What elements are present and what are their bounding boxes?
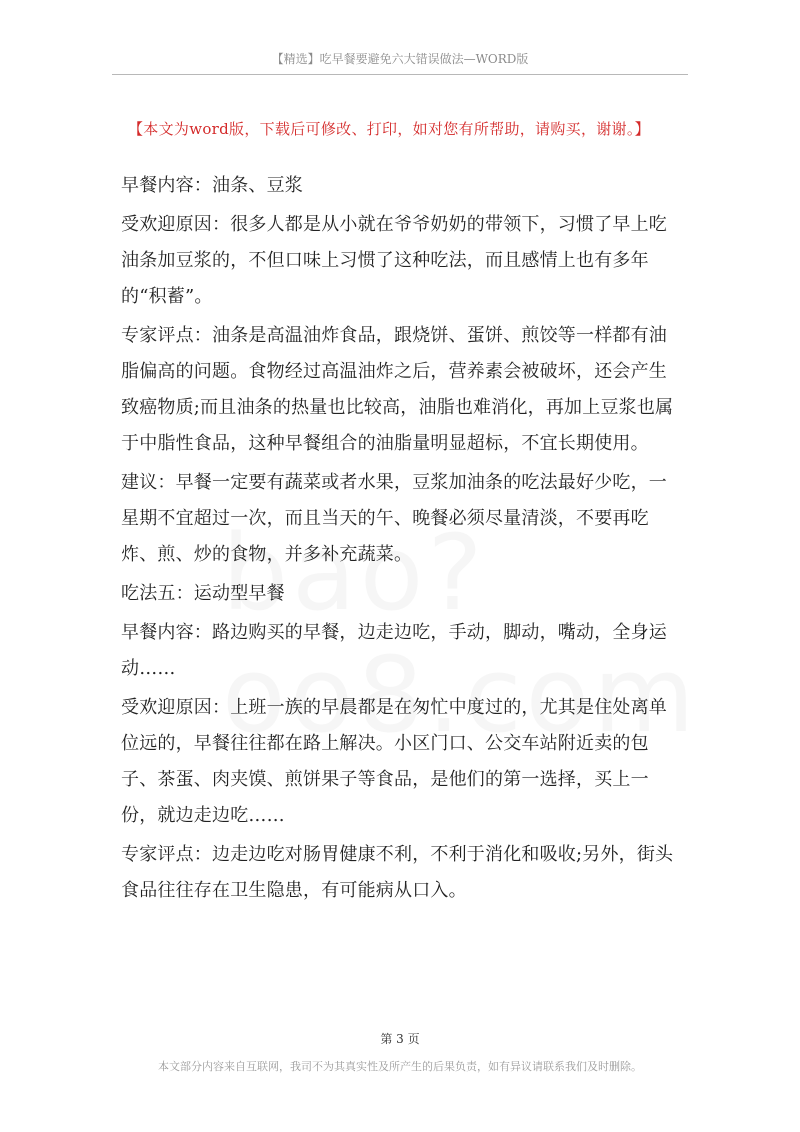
paragraph: 专家评点：油条是高温油炸食品，跟烧饼、蛋饼、煎饺等一样都有油脂偏高的问题。食物经过高温油炸之后，营养素会被破坏，还会产生致癌物质;而且油条的热量也比较高，油脂也难消化，再加上豆浆也属于中脂性食品，这种早餐组合的油脂量明显超标，不宜长期使用。: [121, 325, 674, 454]
header-divider: [112, 74, 688, 75]
paragraph: 建议：早餐一定要有蔬菜或者水果，豆浆加油条的吃法最好少吃，一星期不宜超过一次，而且当天的午、晚餐必须尽量清淡，不要再吃炸、煎、炒的食物，并多补充蔬菜。: [121, 472, 667, 565]
paragraph: 早餐内容：油条、豆浆: [121, 175, 303, 196]
paragraph: 早餐内容：路边购买的早餐，边走边吃，手动，脚动，嘴动，全身运动……: [121, 622, 667, 679]
section-heading: 吃法五：运动型早餐: [121, 583, 285, 604]
page-footer: 本文部分内容来自互联网，我司不为其真实性及所产生的后果负责，如有异议请联系我们及时删除。: [158, 1060, 642, 1073]
page-number: 第 3 页: [380, 1032, 420, 1046]
page-header: 【精选】吃早餐要避免六大错误做法—WORD版: [271, 52, 529, 66]
purchase-notice: 【本文为word版，下载后可修改、打印，如对您有所帮助，请购买，谢谢。】: [128, 120, 650, 138]
paragraph: 受欢迎原因：很多人都是从小就在爷爷奶奶的带领下，习惯了早上吃油条加豆浆的，不但口味上习惯了这种吃法，而且感情上也有多年的“积蓄”。: [121, 214, 667, 307]
paragraph: 受欢迎原因：上班一族的早晨都是在匆忙中度过的，尤其是住处离单位远的，早餐往往都在路上解决。小区门口、公交车站附近卖的包子、茶蛋、肉夹馍、煎饼果子等食品，是他们的第一选择，买上一份，就边走边吃……: [121, 697, 667, 826]
document-body: [121, 168, 681, 912]
paragraph: 专家评点：边走边吃对肠胃健康不利，不利于消化和吸收;另外，街头食品往往存在卫生隐患，有可能病从口入。: [121, 844, 674, 901]
